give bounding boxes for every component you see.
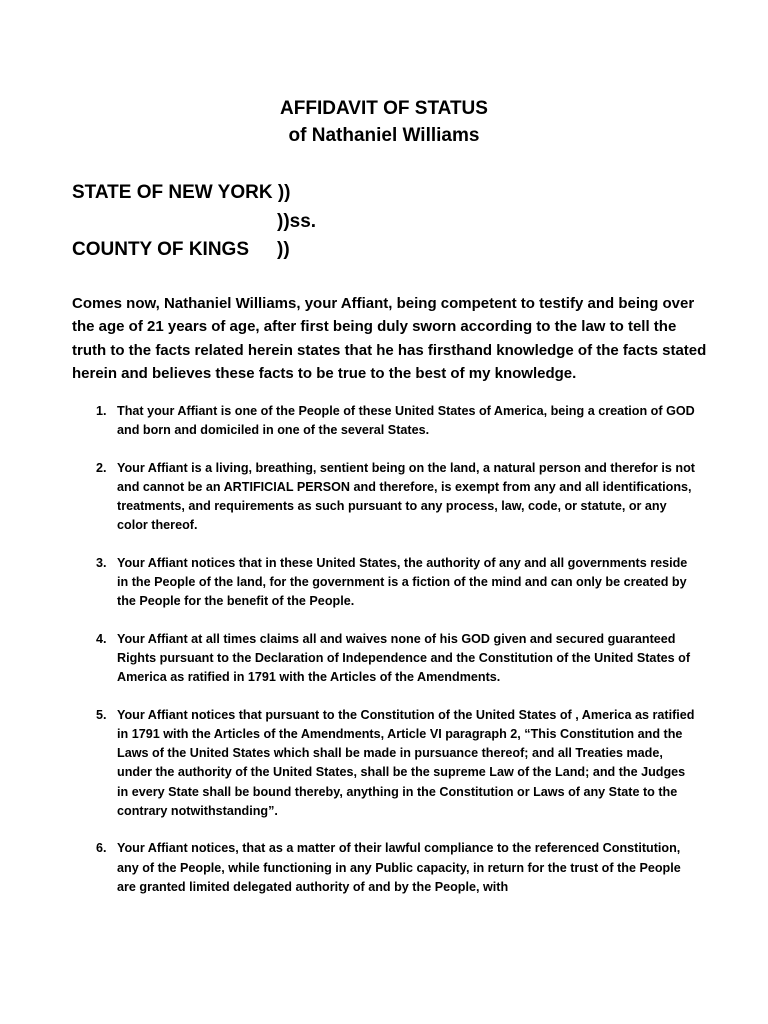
list-item-number: 2. xyxy=(96,460,107,475)
list-item-number: 1. xyxy=(96,404,107,418)
numbered-list xyxy=(72,402,698,915)
document-subtitle: of Nathaniel Williams xyxy=(288,125,480,146)
venue-county: COUNTY OF KINGS xyxy=(72,239,249,260)
document-title: AFFIDAVIT OF STATUS xyxy=(280,98,488,119)
venue-county-marker: )) xyxy=(277,239,290,260)
list-item-text: Your Affiant notices, that as a matter of their lawful compliance to the referenced Constitution, any of the People, while functioning in any Public capacity, in return for the trust of the People are granted limited delegated authority of and by the People, with xyxy=(117,841,681,894)
list-item-number: 4. xyxy=(96,631,107,646)
list-item xyxy=(72,402,698,441)
list-item xyxy=(72,839,698,897)
list-item-text: Your Affiant is a living, breathing, sentient being on the land, a natural person and therefor is not and cannot be an ARTIFICIAL PERSON and therefore, is exempt from any and all identifications, treatments, and requirements as such pursuant to any process, law, code, or statute, or any color thereof. xyxy=(117,460,695,533)
list-item xyxy=(72,706,698,822)
list-item xyxy=(72,554,698,612)
list-item-number: 5. xyxy=(96,707,107,722)
list-item-text: That your Affiant is one of the People of these United States of America, being a creation of GOD and born and domiciled in one of the several States. xyxy=(117,404,695,438)
venue-ss: ))ss. xyxy=(277,211,317,232)
list-item-number: 6. xyxy=(96,841,107,856)
intro-paragraph: Comes now, Nathaniel Williams, your Affiant, being competent to testify and being over the age of 21 years of age, after first being duly sworn according to the law to tell the truth to the facts related herein states that he has firsthand knowledge of the facts stated herein and believes these facts to be true to the best of my knowledge. xyxy=(72,295,707,382)
list-item xyxy=(72,459,698,536)
list-item xyxy=(72,630,698,688)
venue-state: STATE OF NEW YORK )) xyxy=(72,182,291,203)
list-item-text: Your Affiant at all times claims all and waives none of his GOD given and secured guaranteed Rights pursuant to the Declaration of Independence and the Constitution of the United States of America as ratified in 1791 with the Articles of the Amendments. xyxy=(117,631,691,685)
list-item-text: Your Affiant notices that in these United States, the authority of any and all governments reside in the People of the land, for the government is a fiction of the mind and can only be created by the People for the benefit of the People. xyxy=(117,555,688,609)
list-item-number: 3. xyxy=(96,555,107,570)
list-item-text: Your Affiant notices that pursuant to the Constitution of the United States of , America as ratified in 1791 with the Articles of the Amendments, Article VI paragraph 2, “This Constitution and the Laws of the United States which shall be made in pursuance thereof; and all Treaties made, under the authority of the United States, shall be the supreme Law of the Land; and the Judges in every State shall be bound thereby, anything in the Constitution or Laws of any State to the contrary notwithstanding”. xyxy=(117,707,695,819)
